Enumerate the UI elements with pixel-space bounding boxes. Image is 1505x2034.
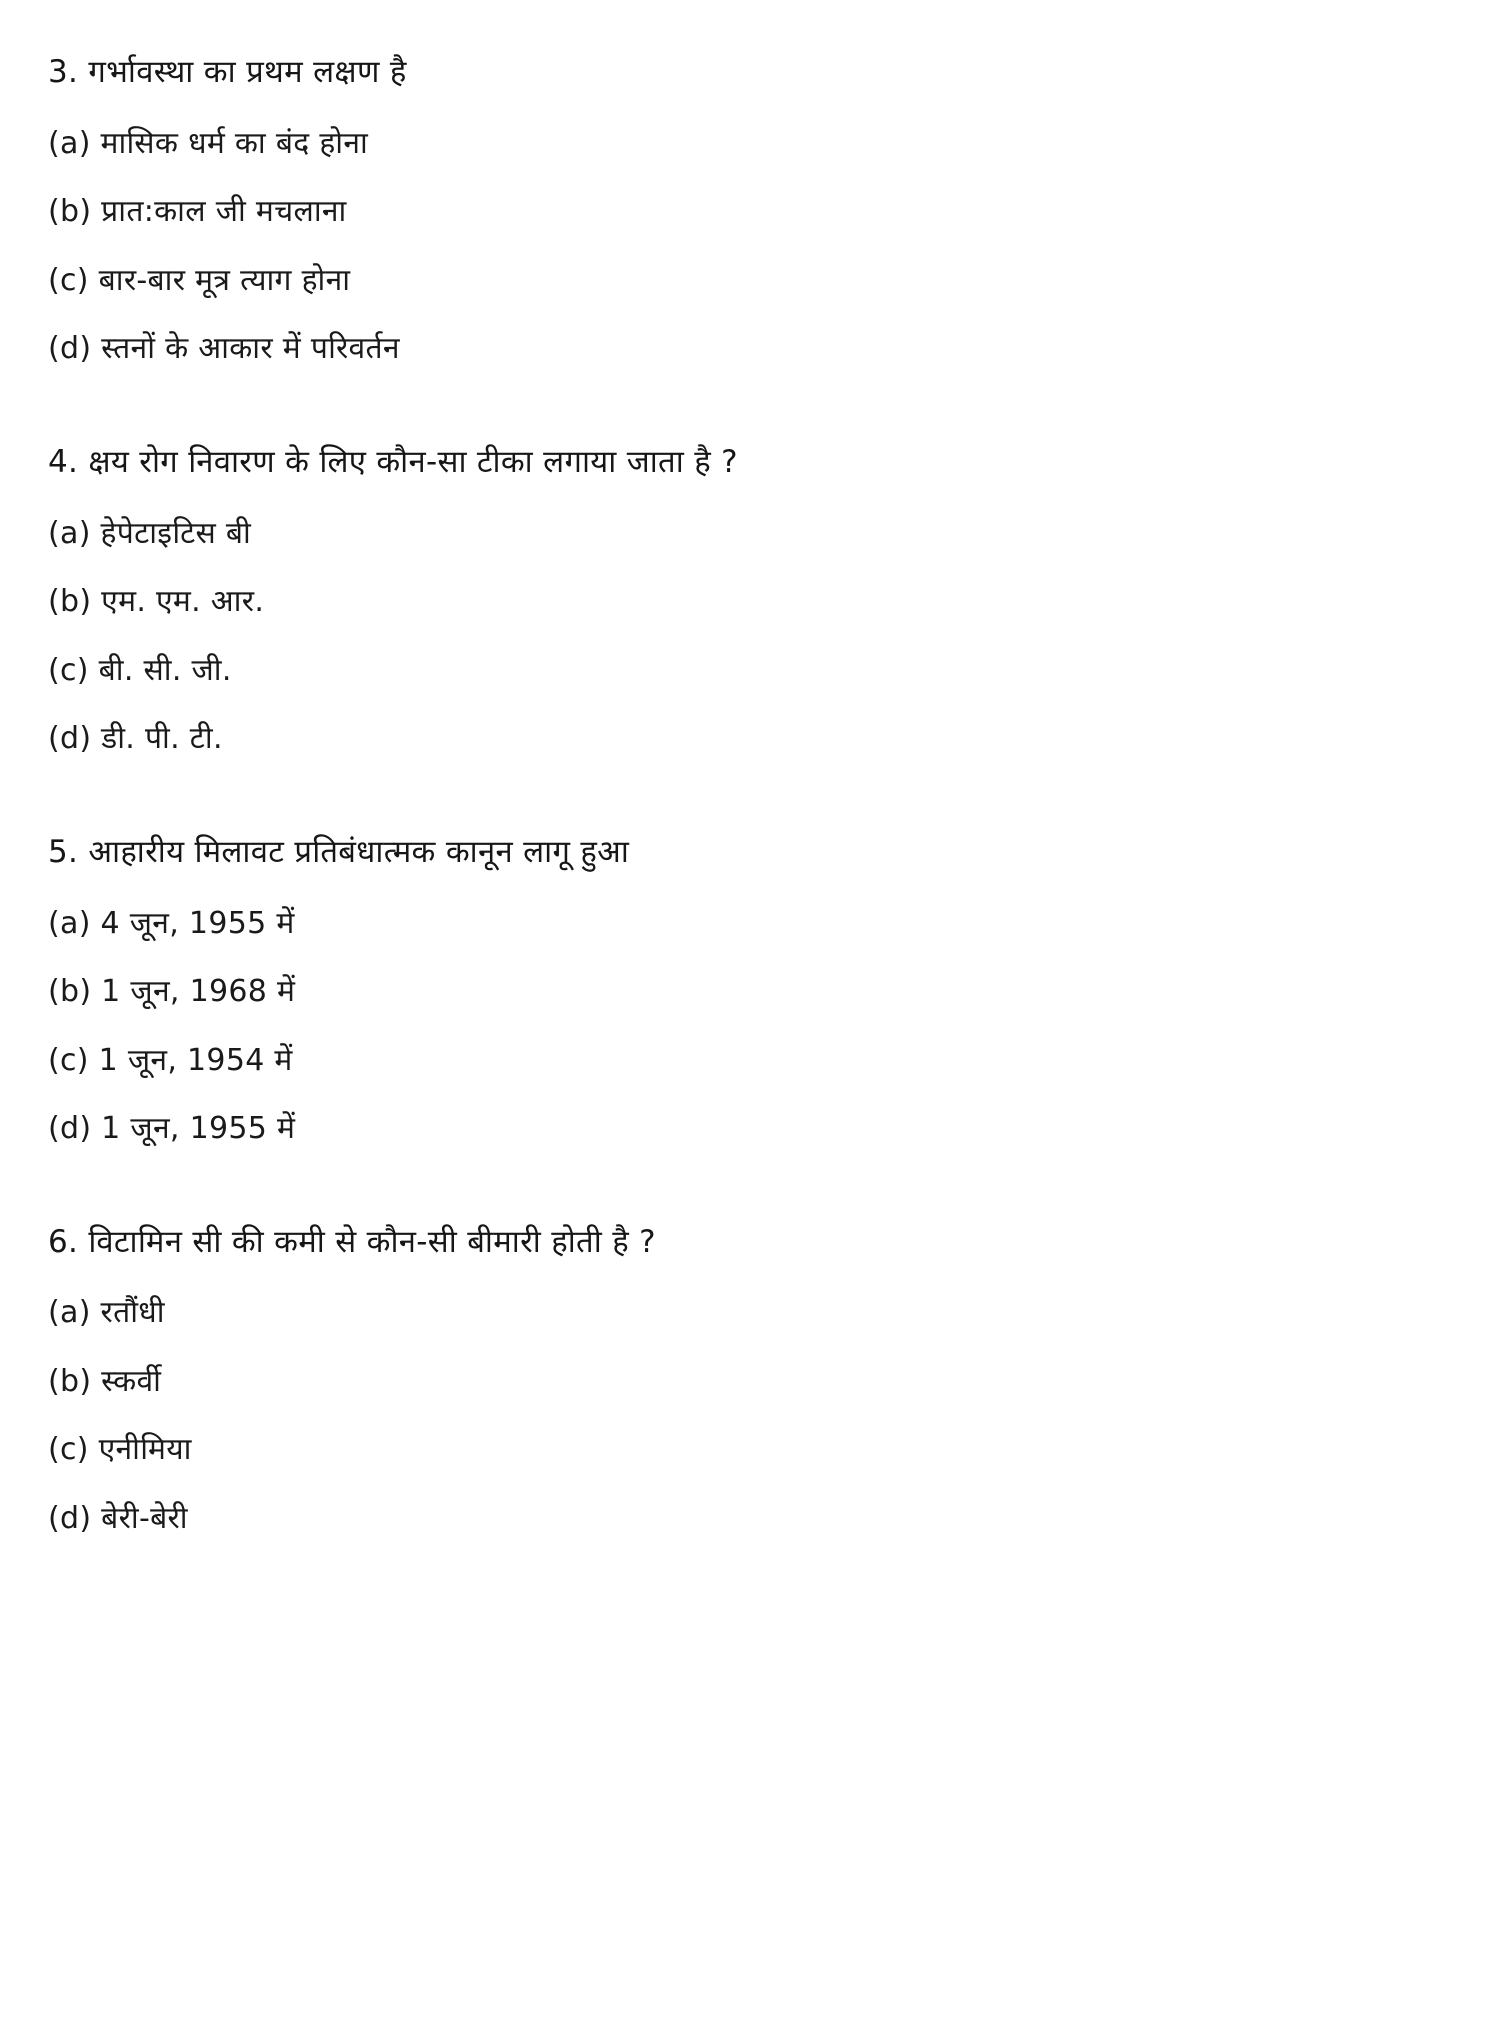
question-block-6: [48, 1222, 1435, 1540]
question-block-5: [48, 832, 1435, 1150]
question-text: 3. गर्भावस्था का प्रथम लक्षण है: [48, 54, 407, 90]
option-d[interactable]: (d) स्तनों के आकार में परिवर्तन: [48, 331, 400, 367]
option-c[interactable]: (c) बी. सी. जी.: [48, 652, 232, 688]
question-text: 4. क्षय रोग निवारण के लिए कौन-सा टीका लगाया जाता है ?: [48, 443, 738, 480]
option-b[interactable]: (b) एम. एम. आर.: [48, 584, 265, 620]
option-a[interactable]: (a) मासिक धर्म का बंद होना: [48, 125, 369, 161]
question-block-3: [48, 52, 1435, 370]
option-c[interactable]: (c) बार-बार मूत्र त्याग होना: [48, 262, 351, 298]
option-b[interactable]: (b) स्कर्वी: [48, 1363, 162, 1399]
option-d[interactable]: (d) डी. पी. टी.: [48, 721, 223, 757]
option-c[interactable]: (c) 1 जून, 1954 में: [48, 1042, 293, 1078]
option-c[interactable]: (c) एनीमिया: [48, 1432, 192, 1468]
option-d[interactable]: (d) 1 जून, 1955 में: [48, 1111, 296, 1147]
option-d[interactable]: (d) बेरी-बेरी: [48, 1500, 188, 1536]
option-b[interactable]: (b) 1 जून, 1968 में: [48, 974, 296, 1010]
option-a[interactable]: (a) 4 जून, 1955 में: [48, 905, 295, 941]
question-block-4: [48, 442, 1435, 760]
option-a[interactable]: (a) हेपेटाइटिस बी: [48, 515, 252, 551]
option-b[interactable]: (b) प्रात:काल जी मचलाना: [48, 194, 347, 230]
question-text: 6. विटामिन सी की कमी से कौन-सी बीमारी होती है ?: [48, 1223, 656, 1260]
option-a[interactable]: (a) रतौंधी: [48, 1295, 165, 1331]
question-text: 5. आहारीय मिलावट प्रतिबंधात्मक कानून लागू हुआ: [48, 833, 630, 870]
